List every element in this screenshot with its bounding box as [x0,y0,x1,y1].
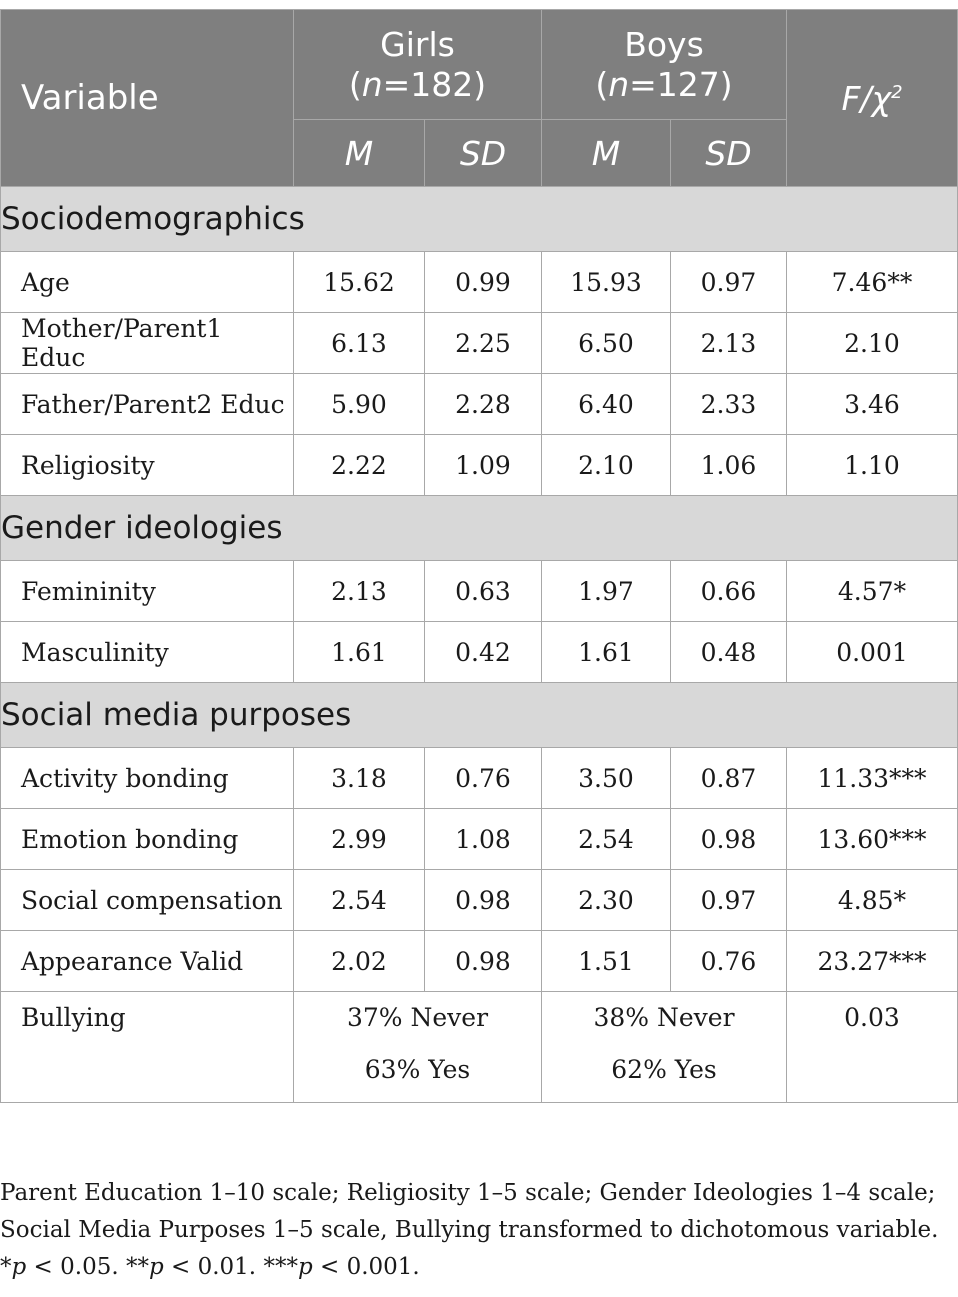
boys-n-var: n [608,64,630,104]
row-label: Age [1,252,294,313]
header-girls [294,10,542,120]
bullying-stat: 0.03 [844,1003,900,1032]
girls-n-value: =182) [382,64,487,104]
row-label: Masculinity [1,622,294,683]
boys-sd: 2.13 [671,313,787,374]
descriptive-statistics-table [0,9,958,1103]
girls-mean: 5.90 [294,374,425,435]
table-row [1,374,958,435]
boys-label: Boys [624,24,704,64]
row-label: Emotion bonding [1,809,294,870]
boys-sd: 0.97 [671,870,787,931]
table-body [1,187,958,1103]
sig1-p: p [11,1254,27,1280]
boys-mean: 2.54 [542,809,671,870]
girls-sd: 2.25 [425,313,542,374]
boys-sd: 0.97 [671,252,787,313]
table-row [1,435,958,496]
row-label: Activity bonding [1,748,294,809]
boys-mean: 6.40 [542,374,671,435]
girls-bullying-never: 37% Never [346,1003,489,1032]
table-row [1,931,958,992]
row-label: Appearance Valid [1,931,294,992]
boys-bullying-never: 38% Never [593,1003,735,1032]
boys-n-open: ( [595,64,609,104]
header-girls-sd: SD [425,120,542,187]
table-row-bullying [1,992,958,1103]
row-label: Femininity [1,561,294,622]
table-row [1,313,958,374]
boys-sd: 0.66 [671,561,787,622]
girls-mean: 1.61 [294,622,425,683]
girls-n-var: n [361,64,383,104]
row-label: Social compensation [1,870,294,931]
sig3-val: < 0.001. [312,1254,420,1280]
table-row [1,252,958,313]
stat-f: F [841,78,861,118]
test-statistic: 0.001 [787,622,958,683]
sig3-star: *** [263,1254,298,1280]
test-statistic: 2.10 [787,313,958,374]
girls-bullying-yes: 63% Yes [364,1055,471,1084]
girls-bullying [294,992,542,1103]
boys-sd: 1.06 [671,435,787,496]
row-label: Mother/Parent1 Educ [1,313,294,374]
table-row [1,622,958,683]
test-statistic: 23.27*** [787,931,958,992]
girls-sd: 0.63 [425,561,542,622]
boys-sd: 0.76 [671,931,787,992]
test-statistic: 4.57* [787,561,958,622]
girls-sd: 0.98 [425,870,542,931]
header-variable: Variable [1,10,294,187]
boys-mean: 3.50 [542,748,671,809]
bullying-label: Bullying [21,1003,126,1032]
row-label: Religiosity [1,435,294,496]
header-boys [542,10,787,120]
girls-mean: 2.13 [294,561,425,622]
section-title: Gender ideologies [1,496,958,561]
girls-sd: 0.76 [425,748,542,809]
boys-sd: 0.98 [671,809,787,870]
section-title: Social media purposes [1,683,958,748]
test-statistic: 11.33*** [787,748,958,809]
girls-mean: 15.62 [294,252,425,313]
table-row [1,870,958,931]
sig2-star: ** [125,1254,149,1280]
boys-mean: 2.30 [542,870,671,931]
section-header-row [1,496,958,561]
boys-mean: 1.61 [542,622,671,683]
header-boys-m: M [542,120,671,187]
sig1-val: < 0.05. [26,1254,126,1280]
section-title: Sociodemographics [1,187,958,252]
stat-sup: 2 [891,81,903,103]
boys-mean: 2.10 [542,435,671,496]
girls-sd: 1.08 [425,809,542,870]
sig3-p: p [297,1254,313,1280]
stat-chi: χ [871,78,892,118]
girls-sd: 0.42 [425,622,542,683]
girls-mean: 3.18 [294,748,425,809]
girls-sd: 0.98 [425,931,542,992]
table-footnote [0,1175,950,1286]
girls-sd: 0.99 [425,252,542,313]
header-girls-m: M [294,120,425,187]
table-row [1,809,958,870]
boys-bullying-yes: 62% Yes [611,1055,717,1084]
girls-n-open: ( [348,64,362,104]
test-statistic [787,992,958,1103]
test-statistic: 3.46 [787,374,958,435]
boys-mean: 1.51 [542,931,671,992]
footnote-significance [0,1249,950,1286]
test-statistic: 13.60*** [787,809,958,870]
boys-sd: 2.33 [671,374,787,435]
girls-mean: 2.02 [294,931,425,992]
sig2-p: p [148,1254,164,1280]
table-row [1,748,958,809]
girls-label: Girls [380,24,455,64]
boys-sd: 0.87 [671,748,787,809]
row-label: Father/Parent2 Educ [1,374,294,435]
girls-mean: 2.54 [294,870,425,931]
boys-bullying [542,992,787,1103]
girls-sd: 2.28 [425,374,542,435]
girls-mean: 2.99 [294,809,425,870]
boys-mean: 6.50 [542,313,671,374]
boys-mean: 15.93 [542,252,671,313]
girls-mean: 2.22 [294,435,425,496]
boys-sd: 0.48 [671,622,787,683]
section-header-row [1,187,958,252]
boys-n-value: =127) [629,64,733,104]
sig1-star: * [0,1254,12,1280]
stat-sep: / [860,78,872,118]
test-statistic: 7.46** [787,252,958,313]
boys-mean: 1.97 [542,561,671,622]
table-row [1,561,958,622]
sig2-val: < 0.01. [163,1254,264,1280]
test-statistic: 4.85* [787,870,958,931]
section-header-row [1,683,958,748]
row-label [1,992,294,1103]
girls-mean: 6.13 [294,313,425,374]
header-test-statistic [787,10,958,187]
header-boys-sd: SD [671,120,787,187]
footnote-scales: Parent Education 1–10 scale; Religiosity 1–5 scale; Gender Ideologies 1–4 scale; Social Media Purposes 1–5 scale, Bullying transformed to dichotomous variable. [0,1180,939,1243]
girls-sd: 1.09 [425,435,542,496]
test-statistic: 1.10 [787,435,958,496]
